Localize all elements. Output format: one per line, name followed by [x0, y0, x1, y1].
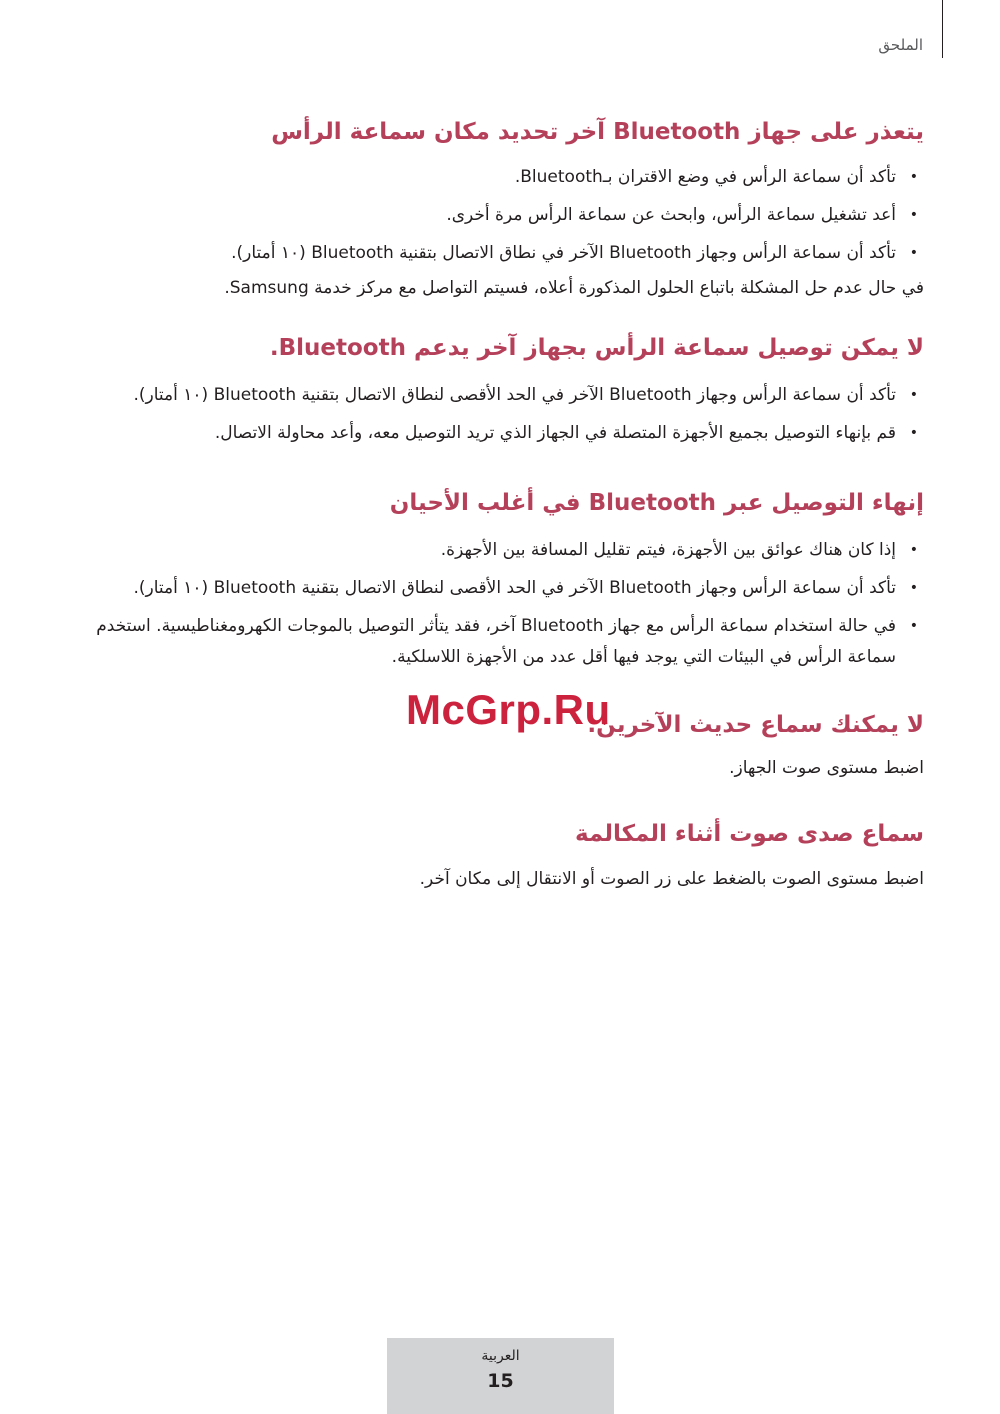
page-number: 15 [487, 1370, 514, 1392]
list-item: • إذا كان هناك عوائق بين الأجهزة، فيتم تقليل المسافة بين الأجهزة. [64, 535, 924, 566]
list-item: • في حالة استخدام سماعة الرأس مع جهاز Bluetooth آخر، فقد يتأثر التوصيل بالموجات الكهرومغناطيسية. استخدم سماعة الرأس في البيئات التي يوجد فيها أقل عدد من الأجهزة اللاسلكية. [64, 611, 924, 673]
section-heading: لا يمكنك سماع حديث الآخرين. [587, 712, 924, 738]
page-footer [387, 1338, 614, 1414]
list-item: • تأكد أن سماعة الرأس وجهاز Bluetooth الآخر في نطاق الاتصال بتقنية Bluetooth (١٠ أمتار). [64, 238, 924, 269]
list-item: • تأكد أن سماعة الرأس في وضع الاقتران بـBluetooth. [64, 162, 924, 193]
list-item: • تأكد أن سماعة الرأس وجهاز Bluetooth الآخر في الحد الأقصى لنطاق الاتصال بتقنية Bluetooth (١٠ أمتار). [64, 573, 924, 604]
section-note: في حال عدم حل المشكلة باتباع الحلول المذكورة أعلاه، فسيتم التواصل مع مركز خدمة Samsung. [224, 278, 924, 298]
watermark: McGrp.Ru [406, 686, 611, 733]
bullet-list [64, 162, 924, 269]
section-heading: إنهاء التوصيل عبر Bluetooth في أغلب الأحيان [389, 490, 924, 516]
section-heading: لا يمكن توصيل سماعة الرأس بجهاز آخر يدعم Bluetooth. [269, 335, 924, 361]
list-item: • أعد تشغيل سماعة الرأس، وابحث عن سماعة الرأس مرة أخرى. [64, 200, 924, 231]
section-echo [64, 814, 924, 895]
section-cannot-connect [64, 328, 924, 449]
bullet-list [64, 535, 924, 673]
footer-language: العربية [481, 1348, 520, 1364]
corner-rule [942, 0, 943, 58]
list-item: • قم بإنهاء التوصيل بجميع الأجهزة المتصلة في الجهاز الذي تريد التوصيل معه، وأعد محاولة الاتصال. [64, 418, 924, 449]
list-item: • تأكد أن سماعة الرأس وجهاز Bluetooth الآخر في الحد الأقصى لنطاق الاتصال بتقنية Bluetooth (١٠ أمتار). [64, 380, 924, 411]
document-body [64, 112, 924, 895]
section-disconnects [64, 483, 924, 673]
section-heading: سماع صدى صوت أثناء المكالمة [574, 821, 924, 847]
section-note: اضبط مستوى صوت الجهاز. [729, 758, 924, 778]
section-note: اضبط مستوى الصوت بالضغط على زر الصوت أو الانتقال إلى مكان آخر. [419, 869, 924, 889]
bullet-list [64, 380, 924, 449]
section-heading: يتعذر على جهاز Bluetooth آخر تحديد مكان سماعة الرأس [271, 119, 924, 145]
section-header: الملحق [878, 36, 923, 54]
section-headset-not-found [64, 112, 924, 304]
